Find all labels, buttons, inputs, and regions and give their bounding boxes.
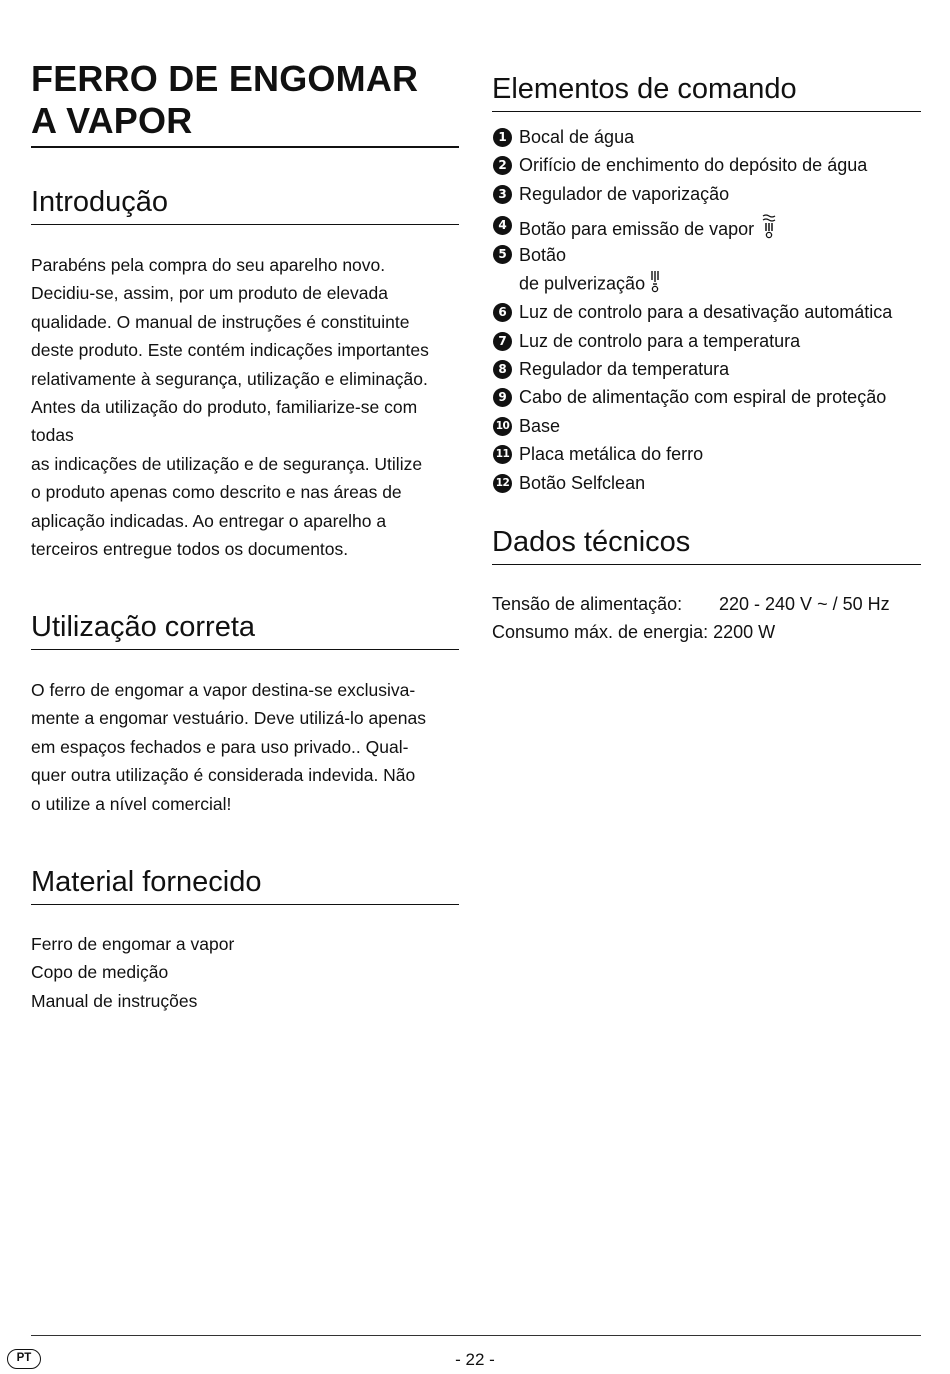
- list-item-label: Botão para emissão de vapor: [519, 218, 755, 239]
- dados-table: [492, 590, 890, 647]
- text-line: relativamente à segurança, utilização e eliminação.: [31, 368, 428, 389]
- list-item-label: Placa metálica do ferro: [519, 444, 704, 465]
- list-item-label: Luz de controlo para a temperatura: [519, 330, 801, 351]
- list-item: [492, 123, 932, 151]
- list-item: [492, 208, 932, 242]
- list-item: [492, 469, 932, 497]
- list-item: [492, 355, 932, 383]
- table-cell-label: Consumo máx. de energia:: [492, 622, 709, 643]
- list-item: [492, 412, 932, 440]
- number-badge: 4: [493, 216, 512, 235]
- section-title-elementos: Elementos de comando: [492, 71, 921, 112]
- text-line: terceiros entregue todos os documentos.: [31, 539, 349, 560]
- list-item: [492, 180, 932, 208]
- table-row: [492, 618, 890, 646]
- list-item-label: Luz de controlo para a desativação automática: [519, 302, 893, 323]
- list-item: [492, 151, 932, 179]
- elementos-list: [492, 123, 932, 497]
- section-title-dados: Dados técnicos: [492, 524, 921, 565]
- number-badge: 7: [493, 332, 512, 351]
- text-line: em espaços fechados e para uso privado.. Qual-: [31, 736, 409, 757]
- number-badge: 5: [493, 245, 512, 264]
- spray-icon: [649, 268, 661, 301]
- text-line: Antes da utilização do produto, familiarize-se com: [31, 397, 418, 418]
- list-item-label: Regulador da temperatura: [519, 358, 730, 379]
- list-item-label: Cabo de alimentação com espiral de proteção: [519, 387, 887, 408]
- number-badge: 11: [493, 445, 512, 464]
- section-title-material: Material fornecido: [31, 864, 459, 905]
- list-item-label: Regulador de vaporização: [519, 183, 730, 204]
- text-line: aplicação indicadas. Ao entregar o aparelho a: [31, 510, 387, 531]
- number-badge: 6: [493, 303, 512, 322]
- list-item: [492, 298, 932, 326]
- introducao-text: [31, 251, 461, 563]
- number-badge: 12: [493, 474, 512, 493]
- section-title-utilizacao: Utilização correta: [31, 609, 459, 650]
- text-line: quer outra utilização é considerada indevida. Não: [31, 765, 416, 786]
- text-line: as indicações de utilização e de segurança. Utilize: [31, 453, 423, 474]
- table-cell-value: 2200 W: [713, 622, 776, 643]
- text-line: todas: [31, 425, 74, 446]
- list-item-label: Bocal de água: [519, 127, 635, 147]
- list-item: [492, 383, 932, 411]
- list-item: Copo de medição: [31, 962, 169, 983]
- list-item-label: Orifício de enchimento do depósito de água: [519, 155, 868, 176]
- number-badge: 9: [493, 388, 512, 407]
- main-title-line1: FERRO DE ENGOMAR: [31, 58, 419, 99]
- text-line: o produto apenas como descrito e nas áreas de: [31, 482, 402, 503]
- section-title-introducao: Introdução: [31, 184, 459, 225]
- list-item: Ferro de engomar a vapor: [31, 934, 235, 954]
- list-item: [492, 327, 932, 355]
- list-item-label: Botão Selfclean: [519, 472, 646, 493]
- table-cell-label: Tensão de alimentação:: [492, 594, 683, 614]
- utilizacao-text: [31, 676, 461, 818]
- text-line: Parabéns pela compra do seu aparelho novo.: [31, 255, 386, 275]
- text-line: o utilize a nível comercial!: [31, 793, 232, 814]
- text-line: mente a engomar vestuário. Deve utilizá-lo apenas: [31, 708, 426, 729]
- page-number: - 22 -: [455, 1350, 495, 1369]
- text-line: qualidade. O manual de instruções é constituinte: [31, 311, 410, 332]
- number-badge: 8: [493, 360, 512, 379]
- number-badge: 10: [493, 417, 512, 436]
- list-item: [492, 242, 932, 298]
- footer-divider: [31, 1335, 921, 1336]
- text-line: Decidiu-se, assim, por um produto de elevada: [31, 283, 388, 304]
- number-badge: 1: [493, 128, 512, 147]
- list-item: Manual de instruções: [31, 990, 198, 1011]
- table-row: [492, 590, 890, 618]
- number-badge: 3: [493, 185, 512, 204]
- main-title-line2: A VAPOR: [31, 100, 193, 141]
- list-item-label: Base: [519, 415, 561, 436]
- list-item-label: Botão: [519, 245, 567, 266]
- main-title: [31, 58, 459, 148]
- text-line: deste produto. Este contém indicações importantes: [31, 340, 429, 361]
- material-list: [31, 930, 461, 1015]
- text-line: O ferro de engomar a vapor destina-se exclusiva-: [31, 680, 416, 700]
- language-badge: PT: [7, 1349, 41, 1369]
- table-cell-value: 220 - 240 V ~ / 50 Hz: [719, 594, 890, 614]
- list-item: [492, 440, 932, 468]
- number-badge: 2: [493, 156, 512, 175]
- list-item-label-line2: de pulverização: [519, 273, 646, 294]
